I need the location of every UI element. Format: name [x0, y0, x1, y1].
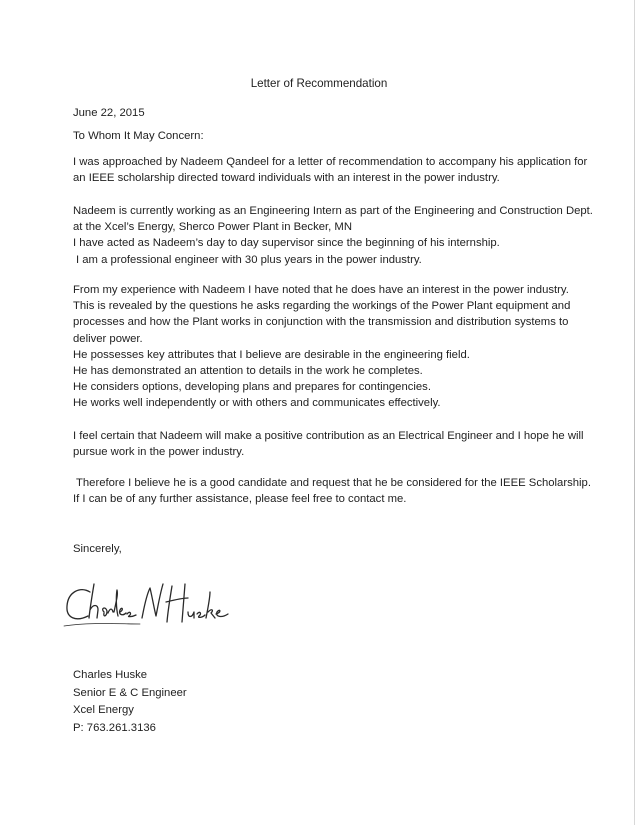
text-line: I am a professional engineer with 30 plus years in the power industry. [76, 253, 422, 266]
letter-date: June 22, 2015 [73, 107, 145, 119]
paragraph-confidence [73, 428, 584, 460]
salutation: To Whom It May Concern: [73, 130, 204, 142]
paragraph-intro [73, 154, 587, 186]
text-line: If I can be of any further assistance, please feel free to contact me. [73, 493, 407, 506]
text-line: at the Xcel’s Energy, Sherco Power Plant in Becker, MN [73, 221, 352, 234]
text-line: He works well independently or with others and communicates effectively. [73, 397, 441, 410]
text-line: He has demonstrated an attention to details in the work he completes. [73, 365, 423, 378]
text-line: From my experience with Nadeem I have noted that he does have an interest in the power industry. [73, 284, 569, 296]
text-line: an IEEE scholarship directed toward individuals with an interest in the power industry. [73, 172, 500, 185]
signer-company: Xcel Energy [73, 704, 134, 716]
handwritten-signature [60, 578, 235, 630]
text-line: Nadeem is currently working as an Engineering Intern as part of the Engineering and Construction Dept. [73, 205, 593, 217]
signer-name: Charles Huske [73, 669, 148, 681]
text-line: Therefore I believe he is a good candidate and request that he be considered for the IEEE Scholarship. [76, 477, 591, 489]
closing: Sincerely, [73, 543, 122, 555]
text-line: processes and how the Plant works in conjunction with the transmission and distribution systems to [73, 316, 569, 329]
signer-block [73, 667, 187, 737]
paragraph-recommendation [73, 475, 591, 507]
text-line: deliver power. [73, 332, 143, 345]
text-line: I was approached by Nadeem Qandeel for a letter of recommendation to accompany his application for [73, 156, 588, 168]
signer-phone: P: 763.261.3136 [73, 721, 156, 734]
paragraph-experience [73, 282, 570, 412]
text-line: This is revealed by the questions he asks regarding the workings of the Power Plant equipment and [73, 300, 571, 313]
text-line: I feel certain that Nadeem will make a positive contribution as an Electrical Engineer and I hope he will [73, 430, 584, 442]
scan-edge [634, 0, 635, 825]
text-line: He possesses key attributes that I believe are desirable in the engineering field. [73, 348, 470, 361]
text-line: pursue work in the power industry. [73, 446, 245, 459]
text-line: I have acted as Nadeem’s day to day supervisor since the beginning of his internship. [73, 237, 500, 250]
text-line: He considers options, developing plans and prepares for contingencies. [73, 381, 431, 394]
paragraph-background [73, 203, 593, 268]
letter-title: Letter of Recommendation [250, 77, 388, 90]
signer-title: Senior E & C Engineer [73, 686, 187, 699]
